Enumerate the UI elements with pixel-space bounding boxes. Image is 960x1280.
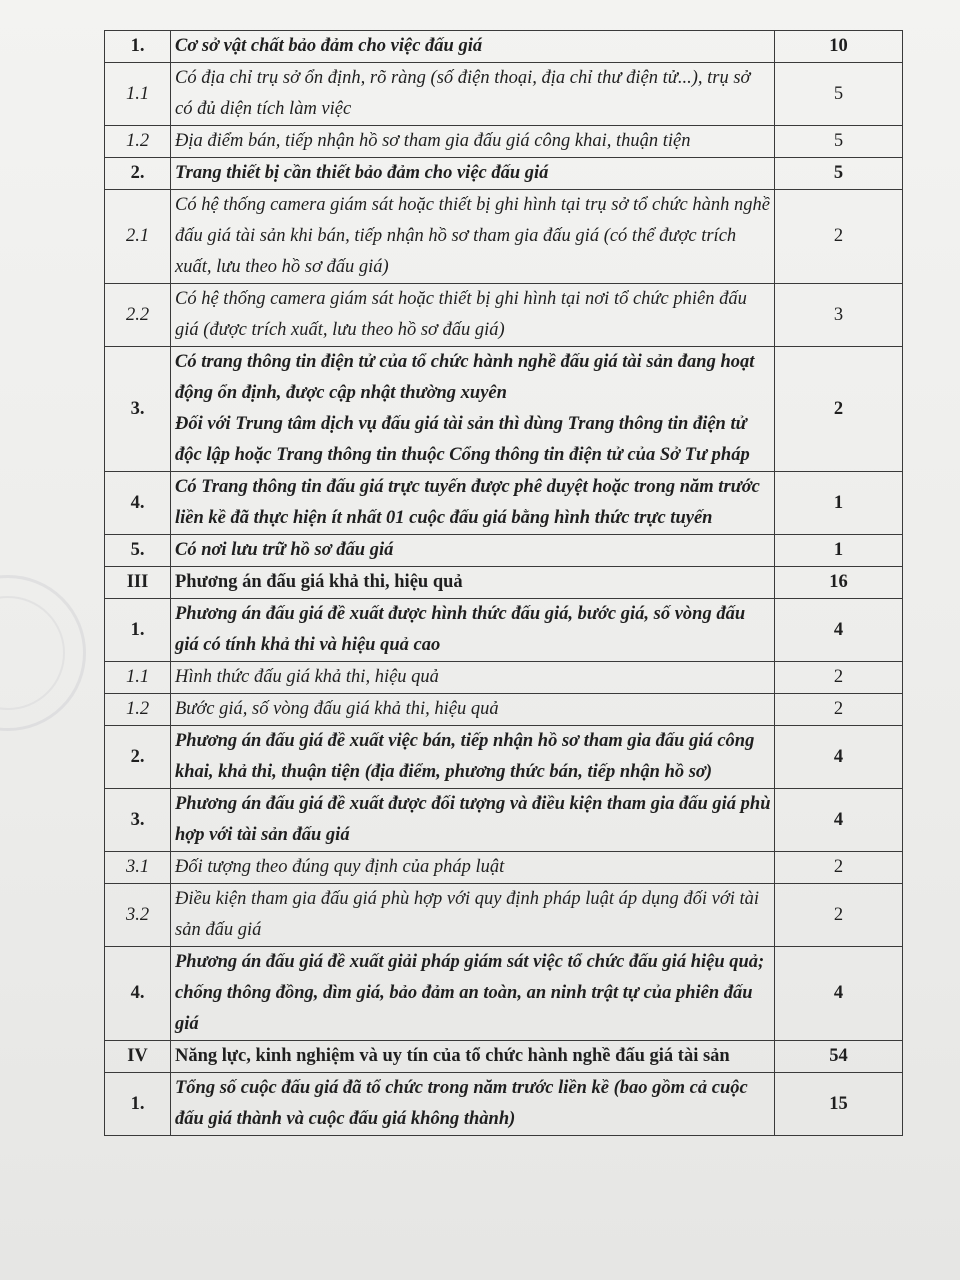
section-row bbox=[105, 1041, 903, 1073]
table-row bbox=[105, 472, 903, 535]
section-title: Phương án đấu giá khả thi, hiệu quả bbox=[171, 567, 775, 599]
table-row bbox=[105, 947, 903, 1041]
row-criterion: Hình thức đấu giá khả thi, hiệu quả bbox=[171, 662, 775, 694]
row-criterion: Địa điểm bán, tiếp nhận hồ sơ tham gia đấu giá công khai, thuận tiện bbox=[171, 126, 775, 158]
table-row bbox=[105, 599, 903, 662]
row-number: 3. bbox=[105, 347, 171, 472]
row-points: 2 bbox=[775, 190, 903, 284]
row-number: 2.1 bbox=[105, 190, 171, 284]
row-number: 1.2 bbox=[105, 126, 171, 158]
section-points: 54 bbox=[775, 1041, 903, 1073]
row-criterion-note: Đối với Trung tâm dịch vụ đấu giá tài sản thì dùng Trang thông tin điện tử độc lập hoặc Trang thông tin thuộc Cổng thông tin điện tử của Sở Tư pháp bbox=[175, 414, 750, 465]
row-criterion: Tổng số cuộc đấu giá đã tổ chức trong năm trước liền kề (bao gồm cả cuộc đấu giá thành và cuộc đấu giá không thành) bbox=[171, 1073, 775, 1136]
row-points: 5 bbox=[775, 126, 903, 158]
row-criterion: Bước giá, số vòng đấu giá khả thi, hiệu quả bbox=[171, 694, 775, 726]
table-row bbox=[105, 284, 903, 347]
table-row bbox=[105, 662, 903, 694]
row-criterion: Phương án đấu giá đề xuất việc bán, tiếp nhận hồ sơ tham gia đấu giá công khai, khả thi, thuận tiện (địa điểm, phương thức bán, tiếp nhận hồ sơ) bbox=[171, 726, 775, 789]
row-criterion: Đối tượng theo đúng quy định của pháp luật bbox=[171, 852, 775, 884]
table-row bbox=[105, 535, 903, 567]
row-points: 5 bbox=[775, 63, 903, 126]
row-number: 1. bbox=[105, 31, 171, 63]
row-points: 3 bbox=[775, 284, 903, 347]
table-row bbox=[105, 884, 903, 947]
row-points: 1 bbox=[775, 472, 903, 535]
table-row bbox=[105, 789, 903, 852]
row-number: 2. bbox=[105, 726, 171, 789]
row-number: 3. bbox=[105, 789, 171, 852]
row-number: 1. bbox=[105, 1073, 171, 1136]
row-points: 4 bbox=[775, 947, 903, 1041]
row-criterion: Trang thiết bị cần thiết bảo đảm cho việc đấu giá bbox=[171, 158, 775, 190]
row-points: 4 bbox=[775, 599, 903, 662]
row-criterion-line: Có trang thông tin điện tử của tổ chức hành nghề đấu giá tài sản đang hoạt động ổn định, được cập nhật thường xuyên bbox=[175, 352, 755, 403]
row-criterion: Điều kiện tham gia đấu giá phù hợp với quy định pháp luật áp dụng đối với tài sản đấu giá bbox=[171, 884, 775, 947]
section-title: Năng lực, kinh nghiệm và uy tín của tổ chức hành nghề đấu giá tài sản bbox=[171, 1041, 775, 1073]
table-row bbox=[105, 694, 903, 726]
row-points: 4 bbox=[775, 789, 903, 852]
row-points: 2 bbox=[775, 884, 903, 947]
row-points: 10 bbox=[775, 31, 903, 63]
row-points: 15 bbox=[775, 1073, 903, 1136]
row-criterion: Có Trang thông tin đấu giá trực tuyến được phê duyệt hoặc trong năm trước liền kề đã thực hiện ít nhất 01 cuộc đấu giá bằng hình thức trực tuyến bbox=[171, 472, 775, 535]
table-row bbox=[105, 1073, 903, 1136]
row-number: 1. bbox=[105, 599, 171, 662]
row-points: 2 bbox=[775, 662, 903, 694]
table-row bbox=[105, 158, 903, 190]
table-row bbox=[105, 31, 903, 63]
row-criterion: Có hệ thống camera giám sát hoặc thiết bị ghi hình tại nơi tổ chức phiên đấu giá (được trích xuất, lưu theo hồ sơ đấu giá) bbox=[171, 284, 775, 347]
row-criterion: Phương án đấu giá đề xuất được đối tượng và điều kiện tham gia đấu giá phù hợp với tài sản đấu giá bbox=[171, 789, 775, 852]
row-number: 3.2 bbox=[105, 884, 171, 947]
row-number: 5. bbox=[105, 535, 171, 567]
row-criterion: Có nơi lưu trữ hồ sơ đấu giá bbox=[171, 535, 775, 567]
row-points: 2 bbox=[775, 347, 903, 472]
section-row bbox=[105, 567, 903, 599]
table-row bbox=[105, 726, 903, 789]
row-criterion: Có địa chỉ trụ sở ổn định, rõ ràng (số điện thoại, địa chỉ thư điện tử...), trụ sở có đủ diện tích làm việc bbox=[171, 63, 775, 126]
criteria-table bbox=[104, 30, 903, 1136]
row-number: 3.1 bbox=[105, 852, 171, 884]
section-number: III bbox=[105, 567, 171, 599]
row-criterion: Cơ sở vật chất bảo đảm cho việc đấu giá bbox=[171, 31, 775, 63]
row-number: 2. bbox=[105, 158, 171, 190]
row-points: 5 bbox=[775, 158, 903, 190]
table-row bbox=[105, 852, 903, 884]
row-criterion: Phương án đấu giá đề xuất giải pháp giám sát việc tổ chức đấu giá hiệu quả; chống thông đồng, dìm giá, bảo đảm an toàn, an ninh trật tự của phiên đấu giá bbox=[171, 947, 775, 1041]
section-number: IV bbox=[105, 1041, 171, 1073]
row-points: 1 bbox=[775, 535, 903, 567]
row-number: 1.1 bbox=[105, 63, 171, 126]
row-criterion bbox=[171, 347, 775, 472]
table-row bbox=[105, 347, 903, 472]
row-criterion: Có hệ thống camera giám sát hoặc thiết bị ghi hình tại trụ sở tổ chức hành nghề đấu giá tài sản khi bán, tiếp nhận hồ sơ tham gia đấu giá (có thể được trích xuất, lưu theo hồ sơ đấu giá) bbox=[171, 190, 775, 284]
row-points: 2 bbox=[775, 694, 903, 726]
table-row bbox=[105, 190, 903, 284]
table-row bbox=[105, 63, 903, 126]
row-number: 1.1 bbox=[105, 662, 171, 694]
row-points: 2 bbox=[775, 852, 903, 884]
faded-stamp-mark bbox=[0, 575, 86, 731]
table-row bbox=[105, 126, 903, 158]
row-points: 4 bbox=[775, 726, 903, 789]
row-number: 4. bbox=[105, 947, 171, 1041]
row-criterion: Phương án đấu giá đề xuất được hình thức đấu giá, bước giá, số vòng đấu giá có tính khả thi và hiệu quả cao bbox=[171, 599, 775, 662]
row-number: 2.2 bbox=[105, 284, 171, 347]
row-number: 1.2 bbox=[105, 694, 171, 726]
row-number: 4. bbox=[105, 472, 171, 535]
section-points: 16 bbox=[775, 567, 903, 599]
